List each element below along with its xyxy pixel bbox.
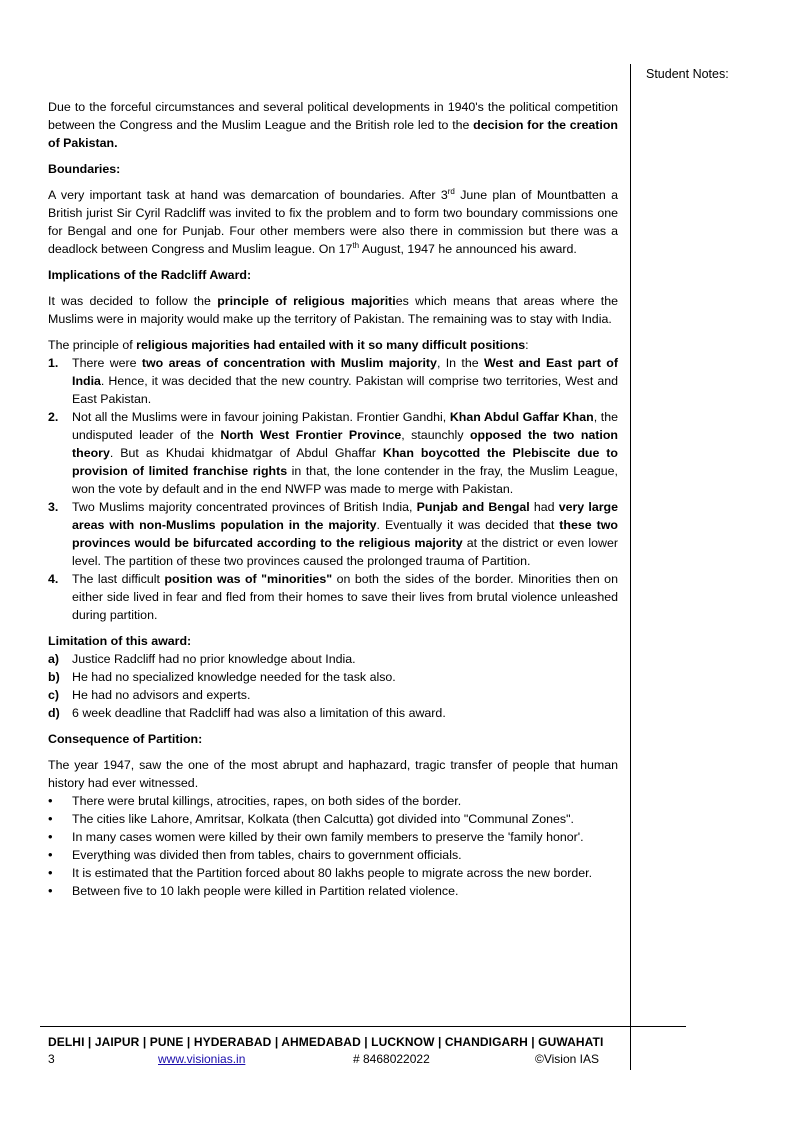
principle-text-1: The principle of xyxy=(48,338,137,352)
principle-bold: religious majorities had entailed with it so many difficult positions xyxy=(136,338,526,352)
copyright: ©Vision IAS xyxy=(535,1052,599,1066)
item-bold: Khan Abdul Gaffar Khan xyxy=(449,410,594,424)
implications-list xyxy=(48,354,618,624)
footer-cities: DELHI | JAIPUR | PUNE | HYDERABAD | AHMEDABAD | LUCKNOW | CHANDIGARH | GUWAHATI xyxy=(48,1035,604,1049)
item-bold: West and East part of India xyxy=(72,356,618,388)
item-text: There were xyxy=(72,356,142,370)
item-text: In many cases women were killed by their own family members to preserve the 'family honor'. xyxy=(72,830,584,844)
implications-heading: Implications of the Radcliff Award: xyxy=(48,268,252,282)
list-item xyxy=(48,650,618,668)
item-text: He had no specialized knowledge needed for the task also. xyxy=(72,670,396,684)
implications-bold-1: principle of religious majoriti xyxy=(217,294,396,308)
principle-paragraph xyxy=(48,336,618,354)
item-text: The last difficult xyxy=(72,572,165,586)
list-number: 3. xyxy=(48,500,59,514)
list-item xyxy=(48,864,618,882)
list-item xyxy=(48,408,618,498)
item-bold: these two provinces would be bifurcated according to the religious majority xyxy=(72,518,618,550)
item-text: , the undisputed leader of the xyxy=(72,410,618,442)
item-text: The cities like Lahore, Amritsar, Kolkata (then Calcutta) got divided into "Communal Zones". xyxy=(72,812,574,826)
item-text: , staunchly xyxy=(401,428,470,442)
phone-number: # 8468022022 xyxy=(353,1052,430,1066)
bullet-icon: • xyxy=(48,847,53,862)
item-text: Between five to 10 lakh people were killed in Partition related violence. xyxy=(72,884,459,898)
footer-divider xyxy=(40,1026,686,1027)
item-text: in that, the lone contender in the fray, the Muslim League, won the vote by default and in the end NWFP was made to merge with Pakistan. xyxy=(72,464,618,496)
item-bold: Khan boycotted the Plebiscite due to provision of limited franchise rights xyxy=(72,446,618,478)
list-number: 4. xyxy=(48,572,59,586)
boundaries-paragraph xyxy=(48,186,618,258)
bullet-icon: • xyxy=(48,811,53,826)
intro-bold: decision for the creation of Pakistan. xyxy=(48,118,618,150)
boundaries-heading: Boundaries: xyxy=(48,162,121,176)
list-item xyxy=(48,846,618,864)
bullet-icon: • xyxy=(48,865,53,880)
item-text: . Hence, it was decided that the new country. Pakistan will comprise two territories, West and East Pakistan. xyxy=(72,374,618,406)
item-text: There were brutal killings, atrocities, rapes, on both sides of the border. xyxy=(72,794,462,808)
item-bold: two areas of concentration with Muslim majority xyxy=(141,356,437,370)
item-text: It is estimated that the Partition forced about 80 lakhs people to migrate across the new border. xyxy=(72,866,593,880)
item-text: at the district or even lower level. The partition of these two provinces caused the prolonged trauma of Partition. xyxy=(72,536,618,568)
item-text: He had no advisors and experts. xyxy=(72,688,251,702)
item-bold: position was of "minorities" xyxy=(164,572,333,586)
list-number: 1. xyxy=(48,356,59,370)
bullet-icon: • xyxy=(48,883,53,898)
item-bold: North West Frontier Province xyxy=(220,428,402,442)
consequence-heading: Consequence of Partition: xyxy=(48,732,203,746)
item-bold: Punjab and Bengal xyxy=(416,500,530,514)
boundaries-text-3: August, 1947 he announced his award. xyxy=(359,242,577,256)
list-item xyxy=(48,686,618,704)
item-text: Not all the Muslims were in favour joining Pakistan. Frontier Gandhi, xyxy=(72,410,450,424)
principle-text-2: : xyxy=(525,338,529,352)
list-letter: d) xyxy=(48,706,60,720)
boundaries-text-2: June plan of Mountbatten a British jurist Sir Cyril Radcliff was invited to fix the problem and to form two boundary commissions one for Bengal and one for Punjab. Four other members were also there in commission but there was a deadlock between Congress and Muslim league. On 17 xyxy=(48,188,619,256)
main-content xyxy=(48,98,618,900)
item-text: Two Muslims majority concentrated provinces of British India, xyxy=(72,500,417,514)
list-letter: c) xyxy=(48,688,60,702)
page-number: 3 xyxy=(48,1052,55,1066)
limitation-heading: Limitation of this award: xyxy=(48,634,192,648)
list-item xyxy=(48,882,618,900)
list-item xyxy=(48,570,618,624)
item-text: had xyxy=(529,500,559,514)
item-text: . Eventually it was decided that xyxy=(376,518,560,532)
item-text: Everything was divided then from tables, chairs to government officials. xyxy=(72,848,462,862)
limitation-list xyxy=(48,650,618,722)
list-number: 2. xyxy=(48,410,59,424)
item-text: . But as Khudai khidmatgar of Abdul Ghaffar xyxy=(109,446,383,460)
list-item xyxy=(48,828,618,846)
implications-text-2: es which means that areas where the Muslims were in majority would make up the territory of Pakistan. The remaining was to stay with India. xyxy=(48,294,618,326)
boundaries-sup-2: th xyxy=(352,241,360,250)
item-bold: opposed the two nation theory xyxy=(72,428,618,460)
list-letter: b) xyxy=(48,670,60,684)
bullet-icon: • xyxy=(48,793,53,808)
website-link[interactable]: www.visionias.in xyxy=(158,1052,246,1066)
student-notes-title: Student Notes: xyxy=(646,67,729,81)
consequence-intro: The year 1947, saw the one of the most abrupt and haphazard, tragic transfer of people that human history had ever witnessed. xyxy=(48,758,618,790)
intro-paragraph xyxy=(48,98,618,152)
notes-divider xyxy=(630,64,631,1070)
item-bold: very large areas with non-Muslims population in the majority xyxy=(72,500,618,532)
list-item xyxy=(48,668,618,686)
consequence-list xyxy=(48,792,618,900)
list-item xyxy=(48,704,618,722)
boundaries-text-1: A very important task at hand was demarcation of boundaries. After 3 xyxy=(48,188,448,202)
boundaries-sup-1: rd xyxy=(447,187,455,196)
bullet-icon: • xyxy=(48,829,53,844)
item-text: on both the sides of the border. Minorities then on either side lived in fear and fled from their homes to save their lives from brutal violence unleashed during partition. xyxy=(72,572,618,622)
item-text: Justice Radcliff had no prior knowledge about India. xyxy=(72,652,356,666)
list-item xyxy=(48,810,618,828)
list-letter: a) xyxy=(48,652,60,666)
list-item xyxy=(48,792,618,810)
implications-text-1: It was decided to follow the xyxy=(48,294,218,308)
item-text: , In the xyxy=(436,356,484,370)
list-item xyxy=(48,354,618,408)
item-text: 6 week deadline that Radcliff had was also a limitation of this award. xyxy=(72,706,446,720)
implications-paragraph xyxy=(48,292,618,328)
list-item xyxy=(48,498,618,570)
intro-text: Due to the forceful circumstances and several political developments in 1940's the political competition between the Congress and the Muslim League and the British role led to the xyxy=(48,100,618,132)
